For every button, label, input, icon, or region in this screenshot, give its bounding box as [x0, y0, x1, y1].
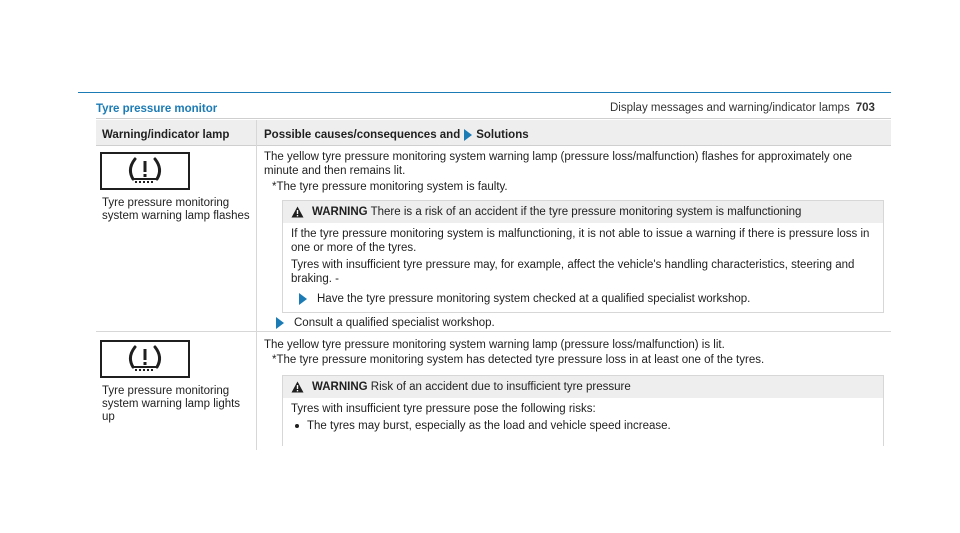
warning-header	[283, 201, 883, 223]
warning-paragraph: If the tyre pressure monitoring system is malfunctioning, it is not able to issue a warning if there is pressure loss in one or more of the tyres.	[291, 228, 870, 254]
warning-text: There is a risk of an accident if the tyre pressure monitoring system is malfunctioning	[370, 206, 802, 218]
col-head-solutions-label: Solutions	[476, 129, 529, 141]
warning-action-text: Have the tyre pressure monitoring system checked at a qualified specialist workshop.	[317, 293, 751, 305]
bullet-item	[295, 419, 875, 433]
arrow-right-icon	[464, 129, 472, 141]
row-1-solution	[276, 316, 495, 330]
warning-triangle-icon	[291, 206, 304, 218]
col-head-causes	[264, 128, 529, 142]
warning-triangle-icon	[291, 381, 304, 393]
bullet-dot	[295, 424, 299, 428]
warning-title: WARNING	[312, 381, 368, 393]
tyre-pressure-warning-icon	[100, 340, 190, 378]
running-header	[610, 101, 875, 115]
page-number: 703	[855, 102, 875, 114]
column-separator	[256, 120, 257, 450]
warning-header	[283, 376, 883, 398]
row-2-cause: *The tyre pressure monitoring system has detected tyre pressure loss in at least one of the tyres.	[272, 354, 765, 366]
bullet-text: The tyres may burst, especially as the load and vehicle speed increase.	[307, 420, 671, 432]
row-separator	[96, 331, 891, 332]
lamp-label: Tyre pressure monitoring system warning lamp lights up	[102, 385, 241, 423]
row-1-description: The yellow tyre pressure monitoring system warning lamp (pressure loss/malfunction) flashes for approximately one minute and then remains lit.	[264, 151, 853, 177]
row-1-cause: *The tyre pressure monitoring system is faulty.	[272, 181, 508, 193]
section-title: Tyre pressure monitor	[96, 103, 218, 115]
warning-paragraph: Tyres with insufficient tyre pressure may, for example, affect the vehicle's handling characteristics, steering and braking. -	[291, 259, 855, 285]
warning-title: WARNING	[312, 206, 368, 218]
col-head-causes-label: Possible causes/consequences and	[264, 129, 461, 141]
col-head-lamp: Warning/indicator lamp	[102, 129, 230, 141]
arrow-right-icon	[299, 293, 307, 305]
lamp-label: Tyre pressure monitoring system warning lamp flashes	[102, 197, 250, 222]
warning-box-1	[282, 200, 884, 313]
table-head-rule	[96, 145, 891, 146]
warning-action	[299, 292, 875, 306]
row-2-description: The yellow tyre pressure monitoring system warning lamp (pressure loss/malfunction) is lit.	[264, 339, 725, 351]
header-rule	[78, 92, 891, 93]
tyre-pressure-warning-icon	[100, 152, 190, 190]
section-rule	[96, 118, 891, 119]
warning-paragraph: Tyres with insufficient tyre pressure pose the following risks:	[291, 403, 596, 415]
arrow-right-icon	[276, 317, 284, 329]
warning-body	[283, 223, 883, 312]
solution-text: Consult a qualified specialist workshop.	[294, 317, 495, 329]
header-title: Display messages and warning/indicator lamps	[610, 102, 850, 114]
warning-text: Risk of an accident due to insufficient tyre pressure	[370, 381, 631, 393]
warning-body	[283, 398, 883, 439]
warning-box-2	[282, 375, 884, 446]
